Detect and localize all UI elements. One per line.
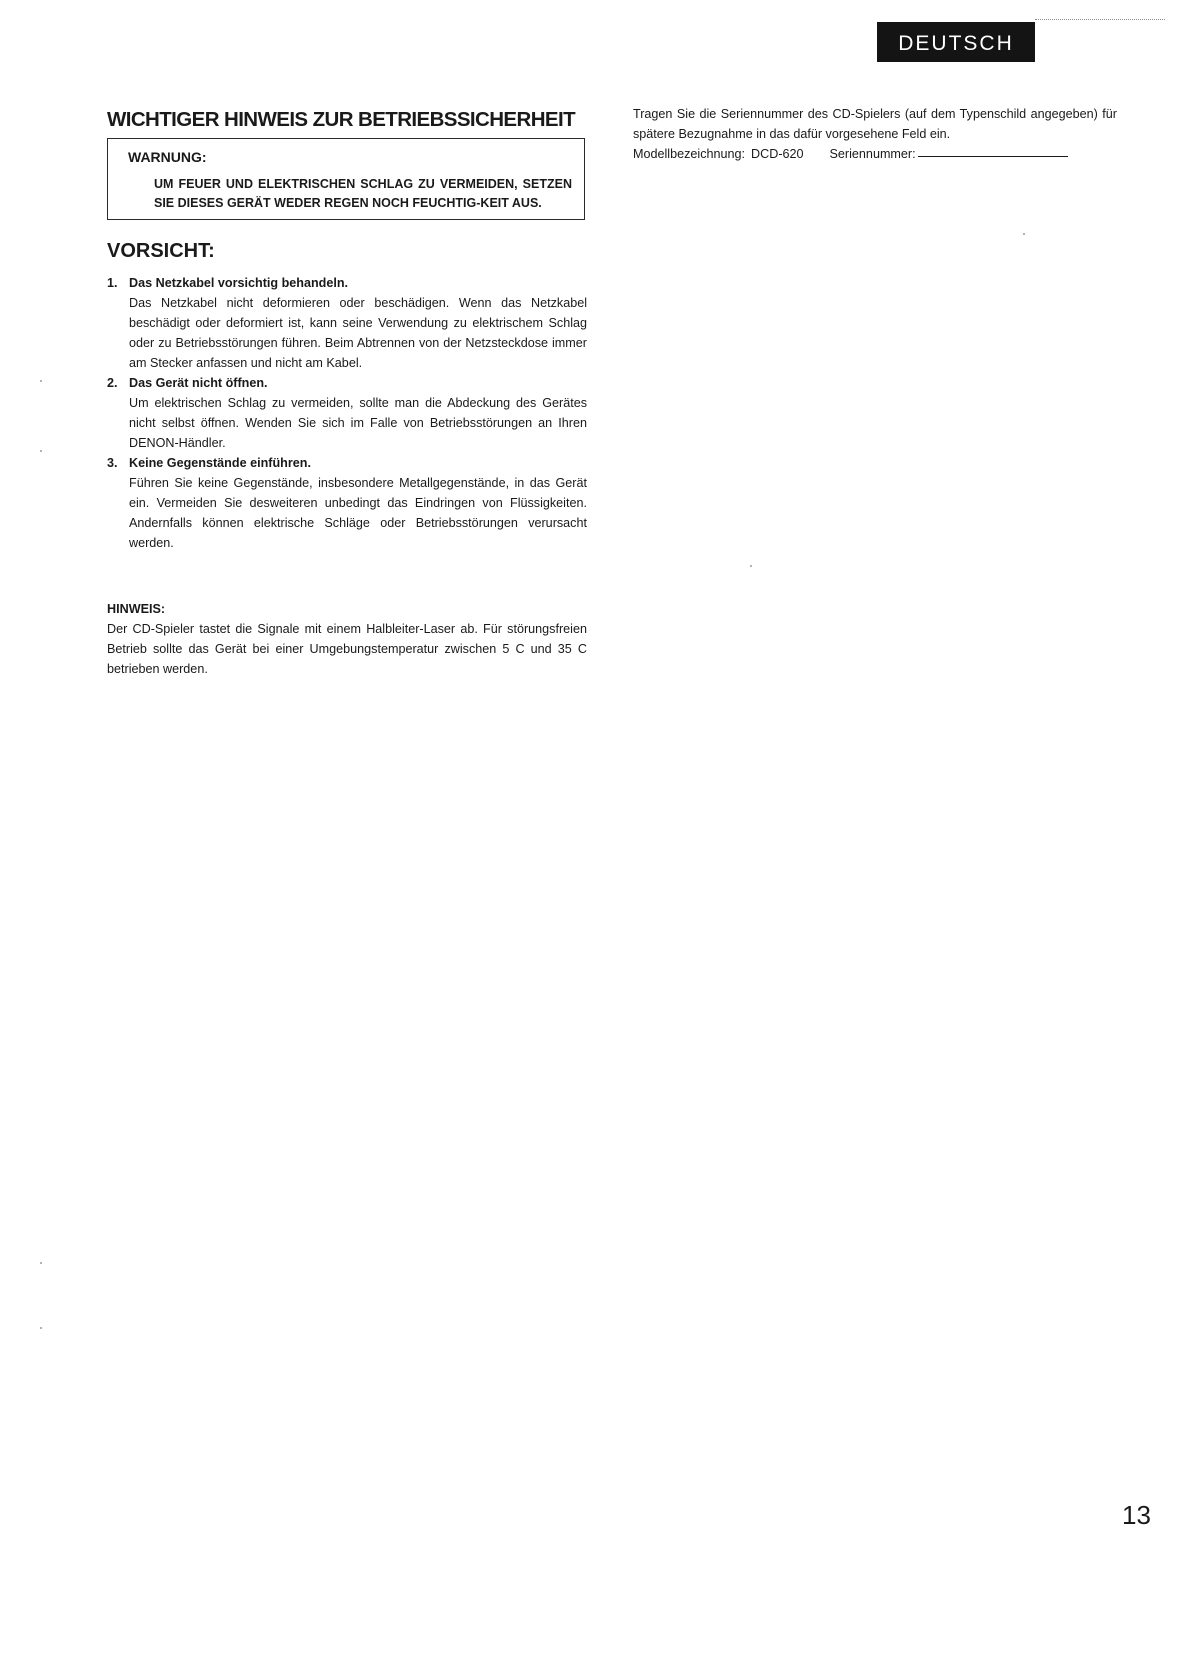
caution-item-text: Führen Sie keine Gegenstände, insbesondere Metallgegenstände, in das Gerät ein. Vermeiden Sie desweiteren unbedingt das Eindringen von Flüssigkeiten. Andernfalls können elektrische Schläge oder Betriebsstörungen verursacht werden. (129, 476, 587, 550)
caution-item-heading: Das Gerät nicht öffnen. (129, 376, 268, 390)
serial-number-field (918, 144, 1068, 157)
caution-item-heading: Keine Gegenstände einführen. (129, 456, 311, 470)
right-column (633, 104, 1117, 164)
warning-label: WARNUNG: (128, 149, 207, 165)
language-tab: DEUTSCH (877, 22, 1035, 62)
serial-label: Seriennummer: (829, 147, 916, 161)
caution-item-text: Das Netzkabel nicht deformieren oder beschädigen. Wenn das Netzkabel beschädigt oder deformiert ist, kann seine Verwendung zu elektrischem Schlag oder zu Betriebsstörungen führen. Beim Abtrennen von der Netzsteckdose immer am Stecker anfassen und nicht am Kabel. (129, 296, 587, 370)
serial-instructions: Tragen Sie die Seriennummer des CD-Spielers (auf dem Typenschild angegeben) für spätere Bezugnahme in das dafür vorgesehene Feld ein. (633, 107, 1117, 141)
scan-speck (40, 380, 42, 382)
page-number: 13 (1122, 1500, 1151, 1530)
caution-item (107, 453, 587, 553)
caution-item-heading: Das Netzkabel vorsichtig behandeln. (129, 276, 349, 290)
model-value: DCD-620 (751, 147, 804, 161)
scan-speck (750, 565, 752, 567)
caution-item-number: 2. (107, 376, 118, 390)
scan-speck (40, 1262, 42, 1264)
caution-item (107, 273, 587, 373)
safety-title: WICHTIGER HINWEIS ZUR BETRIEBSSICHERHEIT (107, 108, 576, 131)
left-column (107, 108, 587, 679)
note-text: Der CD-Spieler tastet die Signale mit einem Halbleiter-Laser ab. Für störungsfreien Betrieb sollte das Gerät bei einer Umgebungstemperatur zwischen 5 C und 35 C betrieben werden. (107, 622, 587, 676)
warning-box (107, 138, 585, 220)
caution-item-number: 3. (107, 456, 118, 470)
caution-item-text: Um elektrischen Schlag zu vermeiden, sollte man die Abdeckung des Gerätes nicht selbst öffnen. Wenden Sie sich im Falle von Betriebsstörungen an Ihren DENON-Händler. (129, 396, 587, 450)
note-title: HINWEIS: (107, 602, 166, 616)
caution-item-number: 1. (107, 276, 118, 290)
model-serial-line (633, 144, 1117, 164)
note-section (107, 599, 587, 679)
caution-title: VORSICHT: (107, 240, 215, 262)
scan-speck (40, 1327, 42, 1329)
header-rule (1035, 19, 1165, 20)
scan-speck (1023, 233, 1025, 235)
warning-text: UM FEUER UND ELEKTRISCHEN SCHLAG ZU VERMEIDEN, SETZEN SIE DIESES GERÄT WEDER REGEN NOCH FEUCHTIG-KEIT AUS. (154, 177, 572, 210)
caution-item (107, 373, 587, 453)
model-label: Modellbezeichnung: (633, 147, 746, 161)
scan-speck (40, 450, 42, 452)
